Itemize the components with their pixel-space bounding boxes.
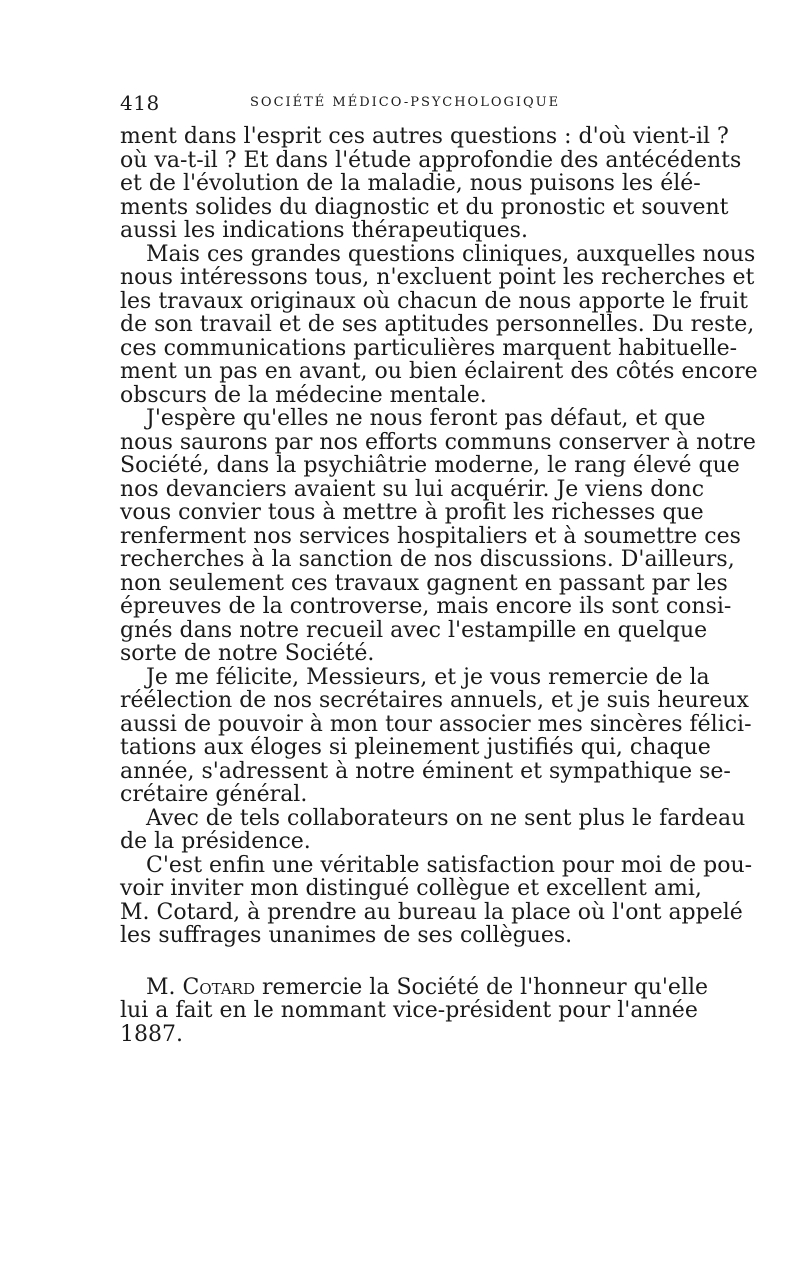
text-line: année, s'adressent à notre éminent et sympathique se- xyxy=(120,758,731,784)
page-header xyxy=(120,88,680,118)
text-line: les suffrages unanimes de ses collègues. xyxy=(120,923,573,948)
text-line: C'est enfin une véritable satisfaction pour moi de pou- xyxy=(146,852,753,878)
text-line: Mais ces grandes questions cliniques, auxquelles nous xyxy=(146,241,756,267)
running-head: SOCIÉTÉ MÉDICO-PSYCHOLOGIQUE xyxy=(250,95,561,110)
text-line: où va-t-il ? Et dans l'étude approfondie des antécédents xyxy=(120,147,742,173)
paragraph xyxy=(120,124,742,243)
text-line: gnés dans notre recueil avec l'estampille en quelque xyxy=(120,617,708,643)
text-line: nous saurons par nos efforts communs conserver à notre xyxy=(120,429,756,455)
text-line: tations aux éloges si pleinement justifiés qui, chaque xyxy=(120,735,711,760)
text-line: les travaux originaux où chacun de nous apporte le fruit xyxy=(120,288,748,314)
text-line: Avec de tels collaborateurs on ne sent plus le fardeau xyxy=(146,805,746,831)
text-line: nos devanciers avaient su lui acquérir. Je viens donc xyxy=(120,476,705,502)
text-line: non seulement ces travaux gagnent en passant par les xyxy=(120,570,728,596)
closing-paragraph xyxy=(120,974,709,1047)
text-line: et de l'évolution de la maladie, nous puisons les élé- xyxy=(120,171,701,196)
text-line: J'espère qu'elles ne nous feront pas défaut, et que xyxy=(146,406,706,431)
paragraph xyxy=(120,852,753,948)
text-line: nous intéressons tous, n'excluent point les recherches et xyxy=(120,265,755,290)
text-line: aussi les indications thérapeutiques. xyxy=(120,218,528,243)
text-line: Société, dans la psychiâtrie moderne, le rang élevé que xyxy=(120,453,740,478)
paragraph xyxy=(120,805,746,854)
text-line: obscurs de la médecine mentale. xyxy=(120,382,487,408)
text-line: ces communications particulières marquent habituelle- xyxy=(120,335,738,361)
text-line: aussi de pouvoir à mon tour associer mes sincères félici- xyxy=(120,711,752,737)
speaker-name: Cotard xyxy=(182,974,255,1000)
text-line xyxy=(120,974,709,1000)
section-gap xyxy=(120,948,684,976)
closing-line-rest: remercie la Société de l'honneur qu'elle xyxy=(262,974,709,1000)
text-line: M. Cotard, à prendre au bureau la place où l'ont appelé xyxy=(120,899,743,925)
text-line: réélection de nos secrétaires annuels, et je suis heureux xyxy=(120,688,749,713)
text-line: sorte de notre Société. xyxy=(120,641,375,666)
paragraph xyxy=(120,241,758,408)
paragraph xyxy=(120,406,756,666)
text-line: renferment nos services hospitaliers et à soumettre ces xyxy=(120,523,741,549)
body-text xyxy=(120,124,758,1047)
text-line: ment un pas en avant, ou bien éclairent des côtés encore xyxy=(120,359,758,384)
text-line: épreuves de la controverse, mais encore ils sont consi- xyxy=(120,594,732,619)
paragraph xyxy=(120,664,752,807)
text-line: crétaire général. xyxy=(120,782,308,807)
text-line: 1887. xyxy=(120,1021,183,1047)
speaker-prefix: M. xyxy=(146,974,176,1000)
text-line: de la présidence. xyxy=(120,829,311,854)
text-line: ment dans l'esprit ces autres questions : d'où vient-il ? xyxy=(120,124,729,149)
text-line: de son travail et de ses aptitudes personnelles. Du reste, xyxy=(120,312,755,337)
text-line: lui a fait en le nommant vice-président pour l'année xyxy=(120,998,698,1023)
text-line: voir inviter mon distingué collègue et excellent ami, xyxy=(120,876,702,901)
text-line: vous convier tous à mettre à profit les richesses que xyxy=(120,500,704,525)
page-number: 418 xyxy=(120,91,160,115)
text-line: ments solides du diagnostic et du pronostic et souvent xyxy=(120,194,729,220)
text-line: recherches à la sanction de nos discussions. D'ailleurs, xyxy=(120,547,735,572)
text-line: Je me félicite, Messieurs, et je vous remercie de la xyxy=(146,664,710,690)
